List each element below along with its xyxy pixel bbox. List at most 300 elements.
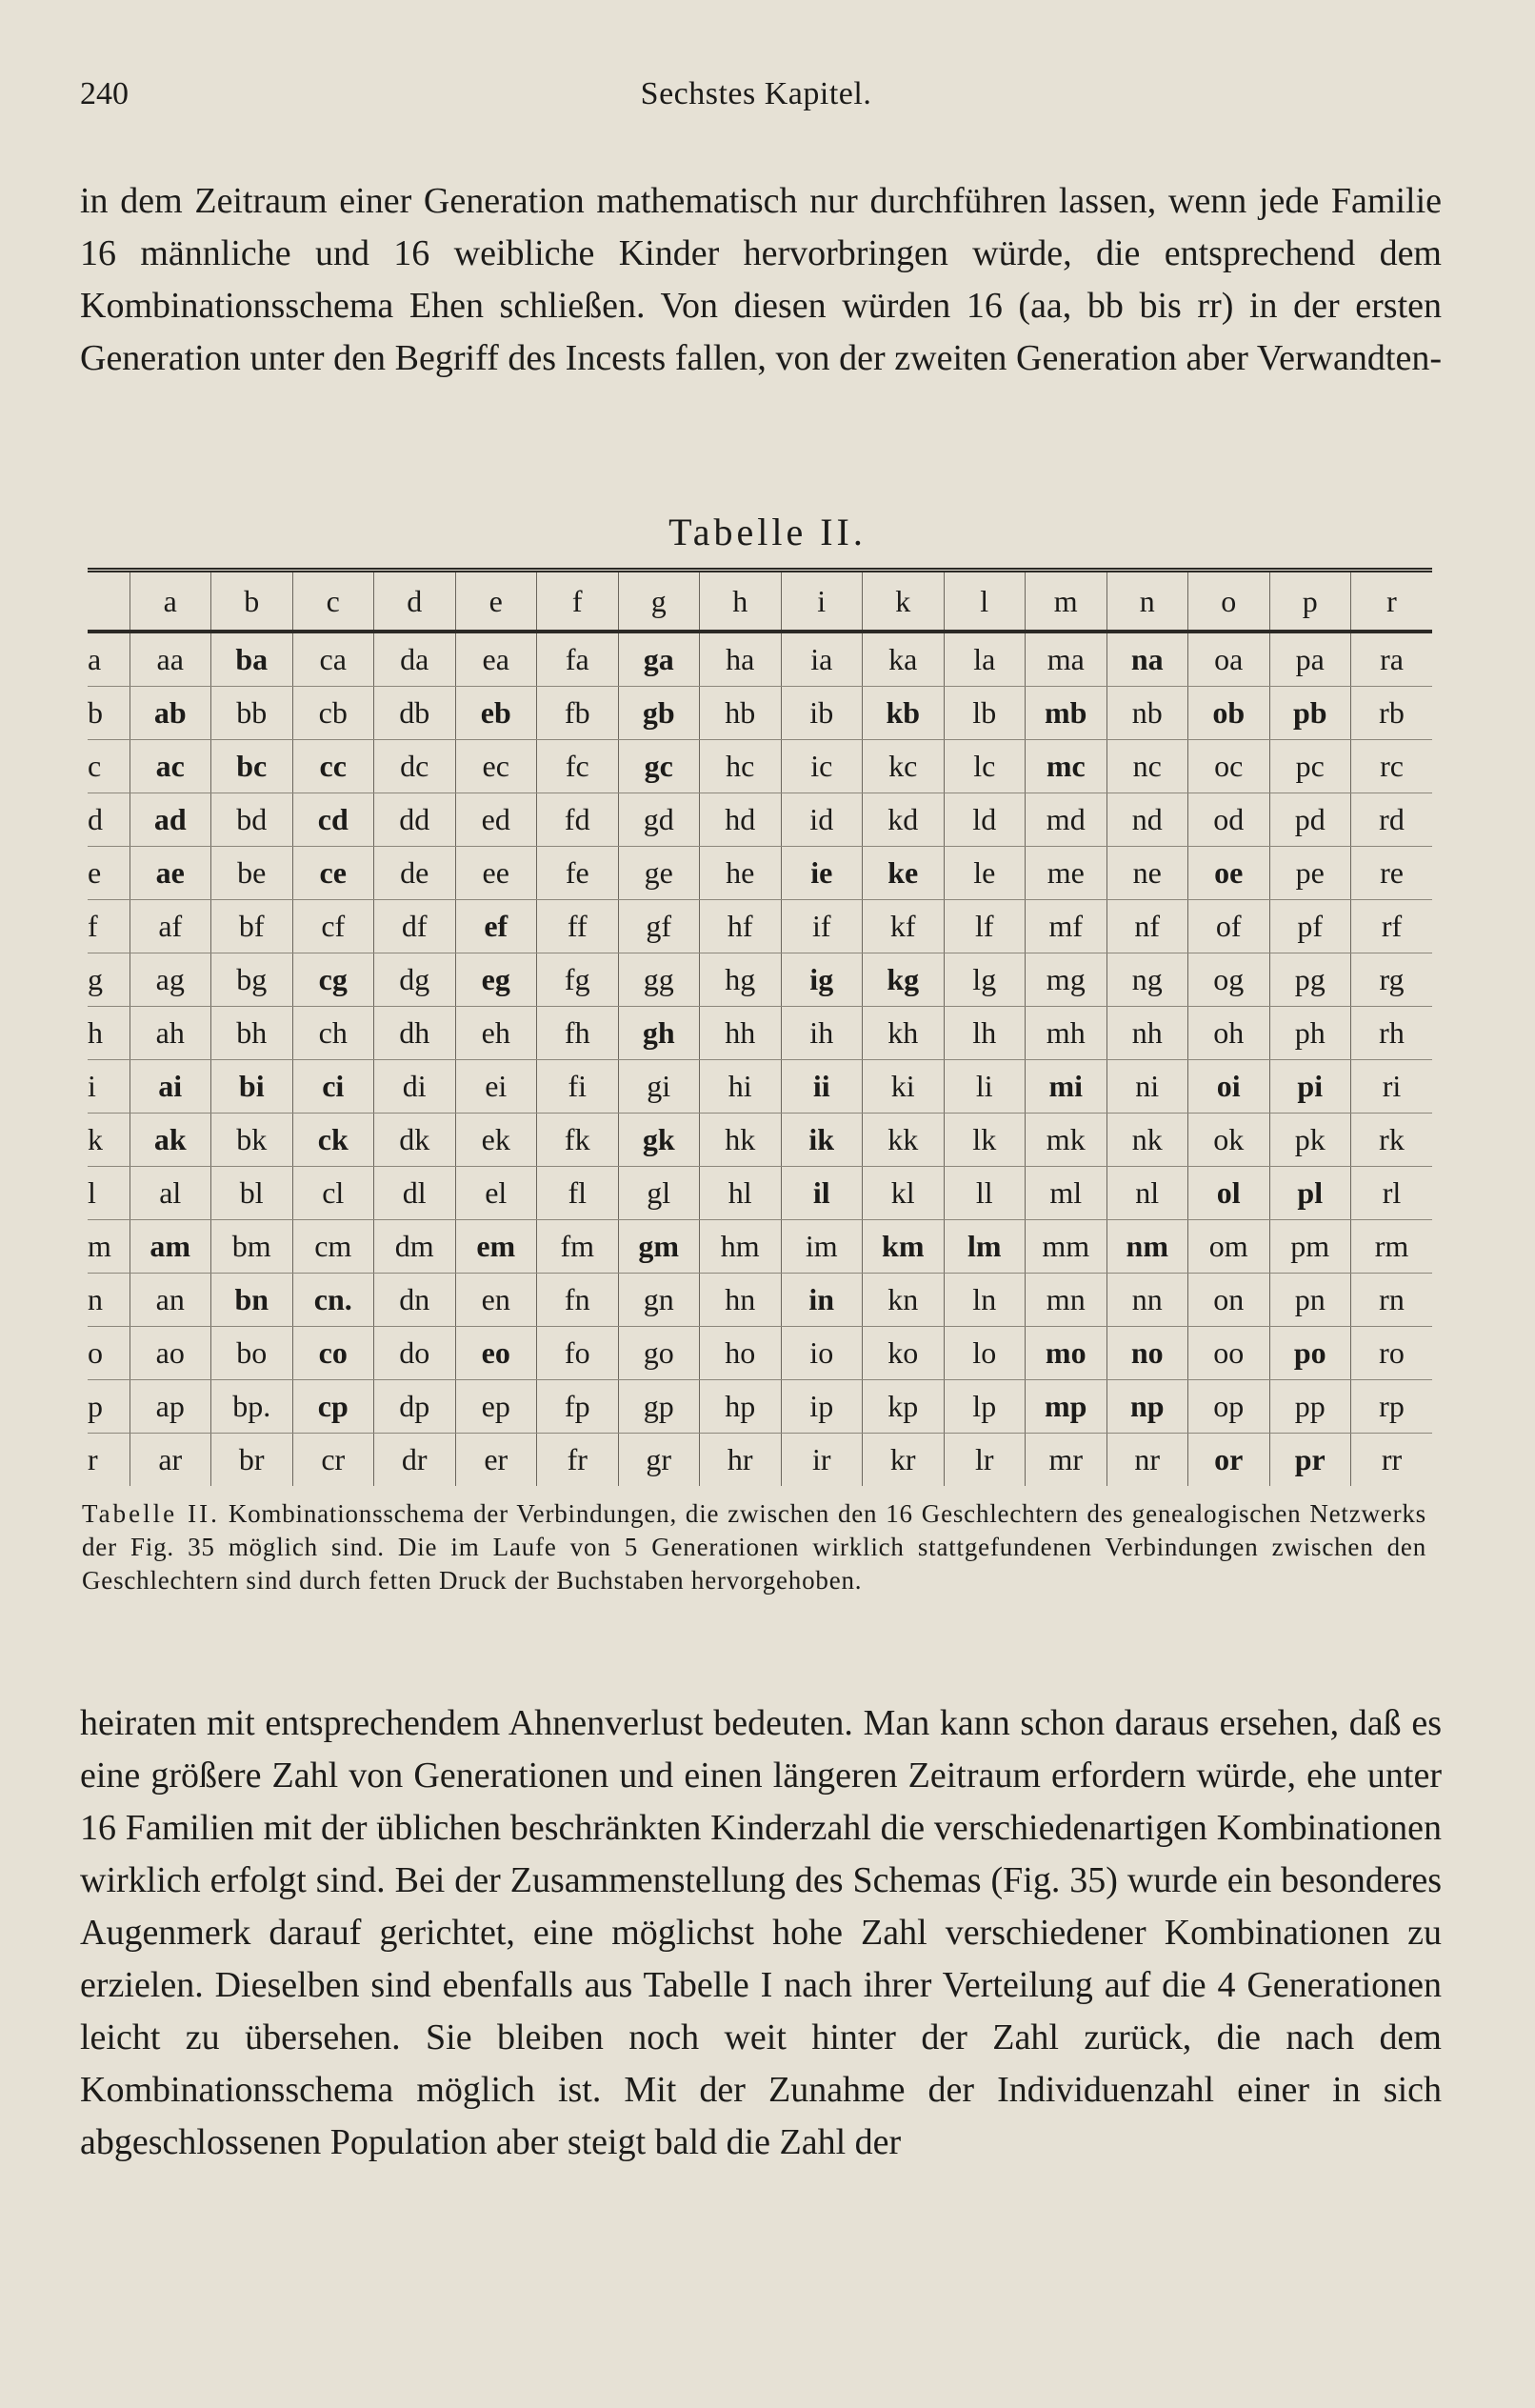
table-row bbox=[88, 1380, 1432, 1434]
table-cell: dp bbox=[374, 1380, 456, 1434]
table-cell: ll bbox=[944, 1167, 1026, 1220]
table-row bbox=[88, 953, 1432, 1007]
table-cell: da bbox=[374, 632, 456, 687]
table-cell: ad bbox=[130, 793, 211, 847]
table-cell: fp bbox=[537, 1380, 619, 1434]
table-cell: kp bbox=[863, 1380, 945, 1434]
table-cell: lg bbox=[944, 953, 1026, 1007]
column-header-i: i bbox=[781, 572, 863, 632]
table-cell: pa bbox=[1269, 632, 1351, 687]
table-cell: fl bbox=[537, 1167, 619, 1220]
table-cell: rm bbox=[1351, 1220, 1433, 1274]
table-cell: ha bbox=[700, 632, 782, 687]
table-cell: gp bbox=[618, 1380, 700, 1434]
table-row bbox=[88, 632, 1432, 687]
table-cell: df bbox=[374, 900, 456, 953]
table-cell: ph bbox=[1269, 1007, 1351, 1060]
table-cell: cf bbox=[292, 900, 374, 953]
table-cell: hc bbox=[700, 740, 782, 793]
table-cell: bl bbox=[211, 1167, 293, 1220]
table-cell: cn. bbox=[292, 1274, 374, 1327]
table-cell: bo bbox=[211, 1327, 293, 1380]
table-row bbox=[88, 1327, 1432, 1380]
table-cell: ec bbox=[455, 740, 537, 793]
table-cell: rn bbox=[1351, 1274, 1433, 1327]
table-cell: rc bbox=[1351, 740, 1433, 793]
table-cell: ca bbox=[292, 632, 374, 687]
table-cell: om bbox=[1188, 1220, 1270, 1274]
table-cell: ac bbox=[130, 740, 211, 793]
table-corner-cell bbox=[88, 572, 130, 632]
table-cell: pp bbox=[1269, 1380, 1351, 1434]
table-cell: kr bbox=[863, 1434, 945, 1487]
table-cell: np bbox=[1106, 1380, 1188, 1434]
column-header-r: r bbox=[1351, 572, 1433, 632]
table-cell: pn bbox=[1269, 1274, 1351, 1327]
table-cell: ea bbox=[455, 632, 537, 687]
table-cell: pm bbox=[1269, 1220, 1351, 1274]
table-cell: hl bbox=[700, 1167, 782, 1220]
table-cell: fd bbox=[537, 793, 619, 847]
table-cell: ah bbox=[130, 1007, 211, 1060]
table-cell: fe bbox=[537, 847, 619, 900]
table-body bbox=[88, 632, 1432, 1486]
table-cell: fk bbox=[537, 1114, 619, 1167]
table-cell: ep bbox=[455, 1380, 537, 1434]
table-cell: lb bbox=[944, 687, 1026, 740]
table-cell: rh bbox=[1351, 1007, 1433, 1060]
table-row bbox=[88, 1007, 1432, 1060]
table-cell: bi bbox=[211, 1060, 293, 1114]
table-cell: hd bbox=[700, 793, 782, 847]
table-cell: kg bbox=[863, 953, 945, 1007]
table-cell: io bbox=[781, 1327, 863, 1380]
table-cell: pf bbox=[1269, 900, 1351, 953]
table-cell: mr bbox=[1026, 1434, 1107, 1487]
table-cell: oh bbox=[1188, 1007, 1270, 1060]
table-cell: aa bbox=[130, 632, 211, 687]
table-cell: ok bbox=[1188, 1114, 1270, 1167]
row-header-d: d bbox=[88, 793, 130, 847]
table-cell: bp. bbox=[211, 1380, 293, 1434]
page-header bbox=[80, 76, 1432, 124]
table-cell: ig bbox=[781, 953, 863, 1007]
table-cell: ar bbox=[130, 1434, 211, 1487]
table-cell: ef bbox=[455, 900, 537, 953]
table-cell: pk bbox=[1269, 1114, 1351, 1167]
table-cell: mg bbox=[1026, 953, 1107, 1007]
table-cell: em bbox=[455, 1220, 537, 1274]
table-cell: gc bbox=[618, 740, 700, 793]
table-cell: gh bbox=[618, 1007, 700, 1060]
row-header-f: f bbox=[88, 900, 130, 953]
table-cell: fo bbox=[537, 1327, 619, 1380]
table-cell: rd bbox=[1351, 793, 1433, 847]
table-cell: cb bbox=[292, 687, 374, 740]
table-cell: lp bbox=[944, 1380, 1026, 1434]
table-cell: hp bbox=[700, 1380, 782, 1434]
column-header-o: o bbox=[1188, 572, 1270, 632]
table-cell: in bbox=[781, 1274, 863, 1327]
row-header-e: e bbox=[88, 847, 130, 900]
column-header-m: m bbox=[1026, 572, 1107, 632]
table-cell: ch bbox=[292, 1007, 374, 1060]
table-cell: me bbox=[1026, 847, 1107, 900]
table-cell: rk bbox=[1351, 1114, 1433, 1167]
table-cell: hg bbox=[700, 953, 782, 1007]
table-cell: pl bbox=[1269, 1167, 1351, 1220]
table-cell: kd bbox=[863, 793, 945, 847]
table-cell: ci bbox=[292, 1060, 374, 1114]
table-cell: lc bbox=[944, 740, 1026, 793]
caption-label: Tabelle II. bbox=[82, 1499, 220, 1528]
table-cell: og bbox=[1188, 953, 1270, 1007]
table-cell: ff bbox=[537, 900, 619, 953]
table-cell: fc bbox=[537, 740, 619, 793]
column-header-l: l bbox=[944, 572, 1026, 632]
table-cell: bg bbox=[211, 953, 293, 1007]
table-cell: dn bbox=[374, 1274, 456, 1327]
table-cell: lh bbox=[944, 1007, 1026, 1060]
table-cell: oa bbox=[1188, 632, 1270, 687]
table-cell: dr bbox=[374, 1434, 456, 1487]
table-cell: od bbox=[1188, 793, 1270, 847]
table-cell: go bbox=[618, 1327, 700, 1380]
table-cell: en bbox=[455, 1274, 537, 1327]
table-cell: pg bbox=[1269, 953, 1351, 1007]
table-cell: nm bbox=[1106, 1220, 1188, 1274]
table-cell: ip bbox=[781, 1380, 863, 1434]
row-header-b: b bbox=[88, 687, 130, 740]
table-cell: ni bbox=[1106, 1060, 1188, 1114]
table-cell: re bbox=[1351, 847, 1433, 900]
table-cell: ri bbox=[1351, 1060, 1433, 1114]
table-row bbox=[88, 900, 1432, 953]
table-row bbox=[88, 847, 1432, 900]
table-cell: ab bbox=[130, 687, 211, 740]
table-cell: eb bbox=[455, 687, 537, 740]
table-cell: rb bbox=[1351, 687, 1433, 740]
paragraph-bottom: heiraten mit entsprechendem Ahnenverlust bedeuten. Man kann schon daraus ersehen, daß es eine größere Zahl von Generationen und einen längeren Zeitraum erfordern würde, ehe unter 16 Familien mit der üblichen beschränkten Kinderzahl die verschiedenartigen Kombinationen wirklich erfolgt sind. Bei der Zusammenstellung des Schemas (Fig. 35) wurde ein besonderes Augenmerk darauf gerichtet, eine möglichst hohe Zahl verschiedener Kombinationen zu erzielen. Dieselben sind ebenfalls aus Tabelle I nach ihrer Verteilung auf die 4 Generationen leicht zu übersehen. Sie bleiben noch weit hinter der Zahl zurück, die nach dem Kombinationsschema möglich ist. Mit der Zunahme der Individuenzahl einer in sich abgeschlossenen Population aber steigt bald die Zahl der bbox=[80, 1703, 1442, 2162]
table-cell: ke bbox=[863, 847, 945, 900]
table-cell: dc bbox=[374, 740, 456, 793]
table-cell: im bbox=[781, 1220, 863, 1274]
table-cell: ik bbox=[781, 1114, 863, 1167]
table-cell: hb bbox=[700, 687, 782, 740]
table-cell: na bbox=[1106, 632, 1188, 687]
table-cell: nd bbox=[1106, 793, 1188, 847]
row-header-m: m bbox=[88, 1220, 130, 1274]
table-cell: ag bbox=[130, 953, 211, 1007]
table-cell: nk bbox=[1106, 1114, 1188, 1167]
table-row bbox=[88, 740, 1432, 793]
column-header-c: c bbox=[292, 572, 374, 632]
table-cell: ne bbox=[1106, 847, 1188, 900]
table-cell: hn bbox=[700, 1274, 782, 1327]
column-header-h: h bbox=[700, 572, 782, 632]
table-cell: pd bbox=[1269, 793, 1351, 847]
table-cell: mh bbox=[1026, 1007, 1107, 1060]
table-cell: li bbox=[944, 1060, 1026, 1114]
table-cell: gi bbox=[618, 1060, 700, 1114]
table-cell: br bbox=[211, 1434, 293, 1487]
row-header-r: r bbox=[88, 1442, 98, 1476]
row-header-a: a bbox=[88, 632, 130, 687]
table-cell: gf bbox=[618, 900, 700, 953]
table-cell: gb bbox=[618, 687, 700, 740]
table-cell: mp bbox=[1026, 1380, 1107, 1434]
table-title: Tabelle II. bbox=[668, 511, 867, 553]
table-cell: fr bbox=[537, 1434, 619, 1487]
table-cell: kc bbox=[863, 740, 945, 793]
column-header-p: p bbox=[1269, 572, 1351, 632]
column-header-b: b bbox=[211, 572, 293, 632]
table-cell: fa bbox=[537, 632, 619, 687]
table-cell: gk bbox=[618, 1114, 700, 1167]
table-cell: bn bbox=[211, 1274, 293, 1327]
table-cell: mf bbox=[1026, 900, 1107, 953]
table-cell: kl bbox=[863, 1167, 945, 1220]
table-cell: eo bbox=[455, 1327, 537, 1380]
table-cell: kf bbox=[863, 900, 945, 953]
table-cell: bh bbox=[211, 1007, 293, 1060]
table-cell: nr bbox=[1106, 1434, 1188, 1487]
table-cell: no bbox=[1106, 1327, 1188, 1380]
table-cell: cl bbox=[292, 1167, 374, 1220]
table-cell: cr bbox=[292, 1434, 374, 1487]
table-cell: dd bbox=[374, 793, 456, 847]
table-cell: ki bbox=[863, 1060, 945, 1114]
row-header-n: n bbox=[88, 1274, 130, 1327]
table-cell: ma bbox=[1026, 632, 1107, 687]
table-cell: fb bbox=[537, 687, 619, 740]
table-cell: hr bbox=[700, 1434, 782, 1487]
column-header-e: e bbox=[455, 572, 537, 632]
table-cell: pb bbox=[1269, 687, 1351, 740]
table-cell: ie bbox=[781, 847, 863, 900]
table-row bbox=[88, 1114, 1432, 1167]
table-cell: al bbox=[130, 1167, 211, 1220]
table-cell: hk bbox=[700, 1114, 782, 1167]
table-cell: ng bbox=[1106, 953, 1188, 1007]
table-cell: ao bbox=[130, 1327, 211, 1380]
table-cell: nh bbox=[1106, 1007, 1188, 1060]
table-cell: id bbox=[781, 793, 863, 847]
combination-table-grid bbox=[88, 572, 1432, 1486]
table-cell: gd bbox=[618, 793, 700, 847]
table-cell: ap bbox=[130, 1380, 211, 1434]
table-cell: nc bbox=[1106, 740, 1188, 793]
row-header-g: g bbox=[88, 953, 130, 1007]
table-cell: of bbox=[1188, 900, 1270, 953]
table-cell: lo bbox=[944, 1327, 1026, 1380]
table-cell: on bbox=[1188, 1274, 1270, 1327]
table-cell: an bbox=[130, 1274, 211, 1327]
table-cell: de bbox=[374, 847, 456, 900]
table-cell: nl bbox=[1106, 1167, 1188, 1220]
table-cell: eg bbox=[455, 953, 537, 1007]
table-cell: md bbox=[1026, 793, 1107, 847]
table-cell: gl bbox=[618, 1167, 700, 1220]
table-cell: pi bbox=[1269, 1060, 1351, 1114]
table-cell: lf bbox=[944, 900, 1026, 953]
table-cell: mi bbox=[1026, 1060, 1107, 1114]
column-header-n: n bbox=[1106, 572, 1188, 632]
table-cell: ko bbox=[863, 1327, 945, 1380]
table-cell: gm bbox=[618, 1220, 700, 1274]
table-cell: mk bbox=[1026, 1114, 1107, 1167]
paragraph-top: in dem Zeitraum einer Generation mathematisch nur durchführen lassen, wenn jede Familie 16 männliche und 16 weibliche Kinder hervorbringen würde, die entsprechend dem Kombinationsschema Ehen schließen. Von diesen würden 16 (aa, bb bis rr) in der ersten Generation unter den Begriff des Incests fallen, von der zweiten Generation aber Verwandten- bbox=[80, 181, 1442, 378]
table-cell: ge bbox=[618, 847, 700, 900]
table-cell: kh bbox=[863, 1007, 945, 1060]
running-head: Sechstes Kapitel. bbox=[640, 76, 872, 111]
column-header-f: f bbox=[537, 572, 619, 632]
table-cell: ln bbox=[944, 1274, 1026, 1327]
table-cell: ak bbox=[130, 1114, 211, 1167]
table-cell: nb bbox=[1106, 687, 1188, 740]
table-cell: fi bbox=[537, 1060, 619, 1114]
table-cell: cd bbox=[292, 793, 374, 847]
row-header-h: h bbox=[88, 1007, 130, 1060]
table-cell: dl bbox=[374, 1167, 456, 1220]
table-cell: la bbox=[944, 632, 1026, 687]
table-row bbox=[88, 1434, 1432, 1487]
table-cell: ek bbox=[455, 1114, 537, 1167]
table-cell: gg bbox=[618, 953, 700, 1007]
table-cell: ka bbox=[863, 632, 945, 687]
table-cell: bb bbox=[211, 687, 293, 740]
table-cell: lr bbox=[944, 1434, 1026, 1487]
table-cell: mc bbox=[1026, 740, 1107, 793]
table-cell: oe bbox=[1188, 847, 1270, 900]
table-cell: lm bbox=[944, 1220, 1026, 1274]
table-cell: ed bbox=[455, 793, 537, 847]
table-cell: rl bbox=[1351, 1167, 1433, 1220]
table-cell: el bbox=[455, 1167, 537, 1220]
table-cell: if bbox=[781, 900, 863, 953]
table-cell: rr bbox=[1351, 1434, 1433, 1487]
table-cell: hh bbox=[700, 1007, 782, 1060]
table-cell: gn bbox=[618, 1274, 700, 1327]
row-header-p: p bbox=[88, 1380, 130, 1434]
table-cell: cp bbox=[292, 1380, 374, 1434]
table-cell: fn bbox=[537, 1274, 619, 1327]
table-cell: er bbox=[455, 1434, 537, 1487]
table-cell: nn bbox=[1106, 1274, 1188, 1327]
table-cell: or bbox=[1188, 1434, 1270, 1487]
table-cell: do bbox=[374, 1327, 456, 1380]
table-cell: km bbox=[863, 1220, 945, 1274]
table-cell: gr bbox=[618, 1434, 700, 1487]
table-cell: il bbox=[781, 1167, 863, 1220]
table-cell: dg bbox=[374, 953, 456, 1007]
table-cell: ga bbox=[618, 632, 700, 687]
column-header-k: k bbox=[863, 572, 945, 632]
table-cell: ld bbox=[944, 793, 1026, 847]
table-cell: eh bbox=[455, 1007, 537, 1060]
table-cell: hi bbox=[700, 1060, 782, 1114]
table-cell: lk bbox=[944, 1114, 1026, 1167]
table-cell: oc bbox=[1188, 740, 1270, 793]
table-cell: ob bbox=[1188, 687, 1270, 740]
table-cell: dk bbox=[374, 1114, 456, 1167]
table-cell: bf bbox=[211, 900, 293, 953]
table-row bbox=[88, 793, 1432, 847]
table-cell: ih bbox=[781, 1007, 863, 1060]
table-cell: am bbox=[130, 1220, 211, 1274]
table-cell: dm bbox=[374, 1220, 456, 1274]
table-cell: be bbox=[211, 847, 293, 900]
table-cell: oo bbox=[1188, 1327, 1270, 1380]
table-cell: mm bbox=[1026, 1220, 1107, 1274]
table-cell: kn bbox=[863, 1274, 945, 1327]
table-cell: di bbox=[374, 1060, 456, 1114]
table-cell: hf bbox=[700, 900, 782, 953]
table-cell: ro bbox=[1351, 1327, 1433, 1380]
table-cell: hm bbox=[700, 1220, 782, 1274]
table-cell: db bbox=[374, 687, 456, 740]
combination-table bbox=[88, 568, 1432, 1486]
table-cell: rg bbox=[1351, 953, 1433, 1007]
table-header-row bbox=[88, 572, 1432, 632]
table-cell: bd bbox=[211, 793, 293, 847]
table-cell: cg bbox=[292, 953, 374, 1007]
row-header-i: i bbox=[88, 1060, 130, 1114]
table-cell: ol bbox=[1188, 1167, 1270, 1220]
table-row bbox=[88, 1220, 1432, 1274]
row-header-k: k bbox=[88, 1114, 130, 1167]
table-cell: ml bbox=[1026, 1167, 1107, 1220]
table-row bbox=[88, 1274, 1432, 1327]
table-cell: rp bbox=[1351, 1380, 1433, 1434]
row-header-l: l bbox=[88, 1167, 130, 1220]
table-cell: po bbox=[1269, 1327, 1351, 1380]
table-cell: cc bbox=[292, 740, 374, 793]
table-cell: le bbox=[944, 847, 1026, 900]
table-cell: bm bbox=[211, 1220, 293, 1274]
table-cell: ba bbox=[211, 632, 293, 687]
table-cell: mn bbox=[1026, 1274, 1107, 1327]
column-header-a: a bbox=[130, 572, 211, 632]
column-header-d: d bbox=[374, 572, 456, 632]
table-cell: ae bbox=[130, 847, 211, 900]
table-cell: dh bbox=[374, 1007, 456, 1060]
table-cell: cm bbox=[292, 1220, 374, 1274]
table-cell: co bbox=[292, 1327, 374, 1380]
table-cell: ir bbox=[781, 1434, 863, 1487]
table-cell: bc bbox=[211, 740, 293, 793]
page-number: 240 bbox=[80, 76, 129, 111]
table-cell: he bbox=[700, 847, 782, 900]
table-cell: mo bbox=[1026, 1327, 1107, 1380]
table-cell: kk bbox=[863, 1114, 945, 1167]
table-cell: mb bbox=[1026, 687, 1107, 740]
table-cell: ib bbox=[781, 687, 863, 740]
table-row bbox=[88, 1167, 1432, 1220]
table-cell: ck bbox=[292, 1114, 374, 1167]
table-cell: ra bbox=[1351, 632, 1433, 687]
table-cell: af bbox=[130, 900, 211, 953]
table-cell: fh bbox=[537, 1007, 619, 1060]
table-cell: pr bbox=[1269, 1434, 1351, 1487]
caption-text: Kombinationsschema der Verbindungen, die zwischen den 16 Geschlechtern des genealogischen Netzwerks der Fig. 35 möglich sind. Die im Laufe von 5 Generationen wirklich stattgefundenen Verbindungen zwischen den Geschlechtern sind durch fetten Druck der Buchstaben hervorgehoben. bbox=[82, 1499, 1426, 1595]
table-caption bbox=[82, 1497, 1426, 1597]
table-cell: rf bbox=[1351, 900, 1433, 953]
table-row bbox=[88, 1060, 1432, 1114]
table-cell: ic bbox=[781, 740, 863, 793]
table-cell: pe bbox=[1269, 847, 1351, 900]
table-cell: ee bbox=[455, 847, 537, 900]
